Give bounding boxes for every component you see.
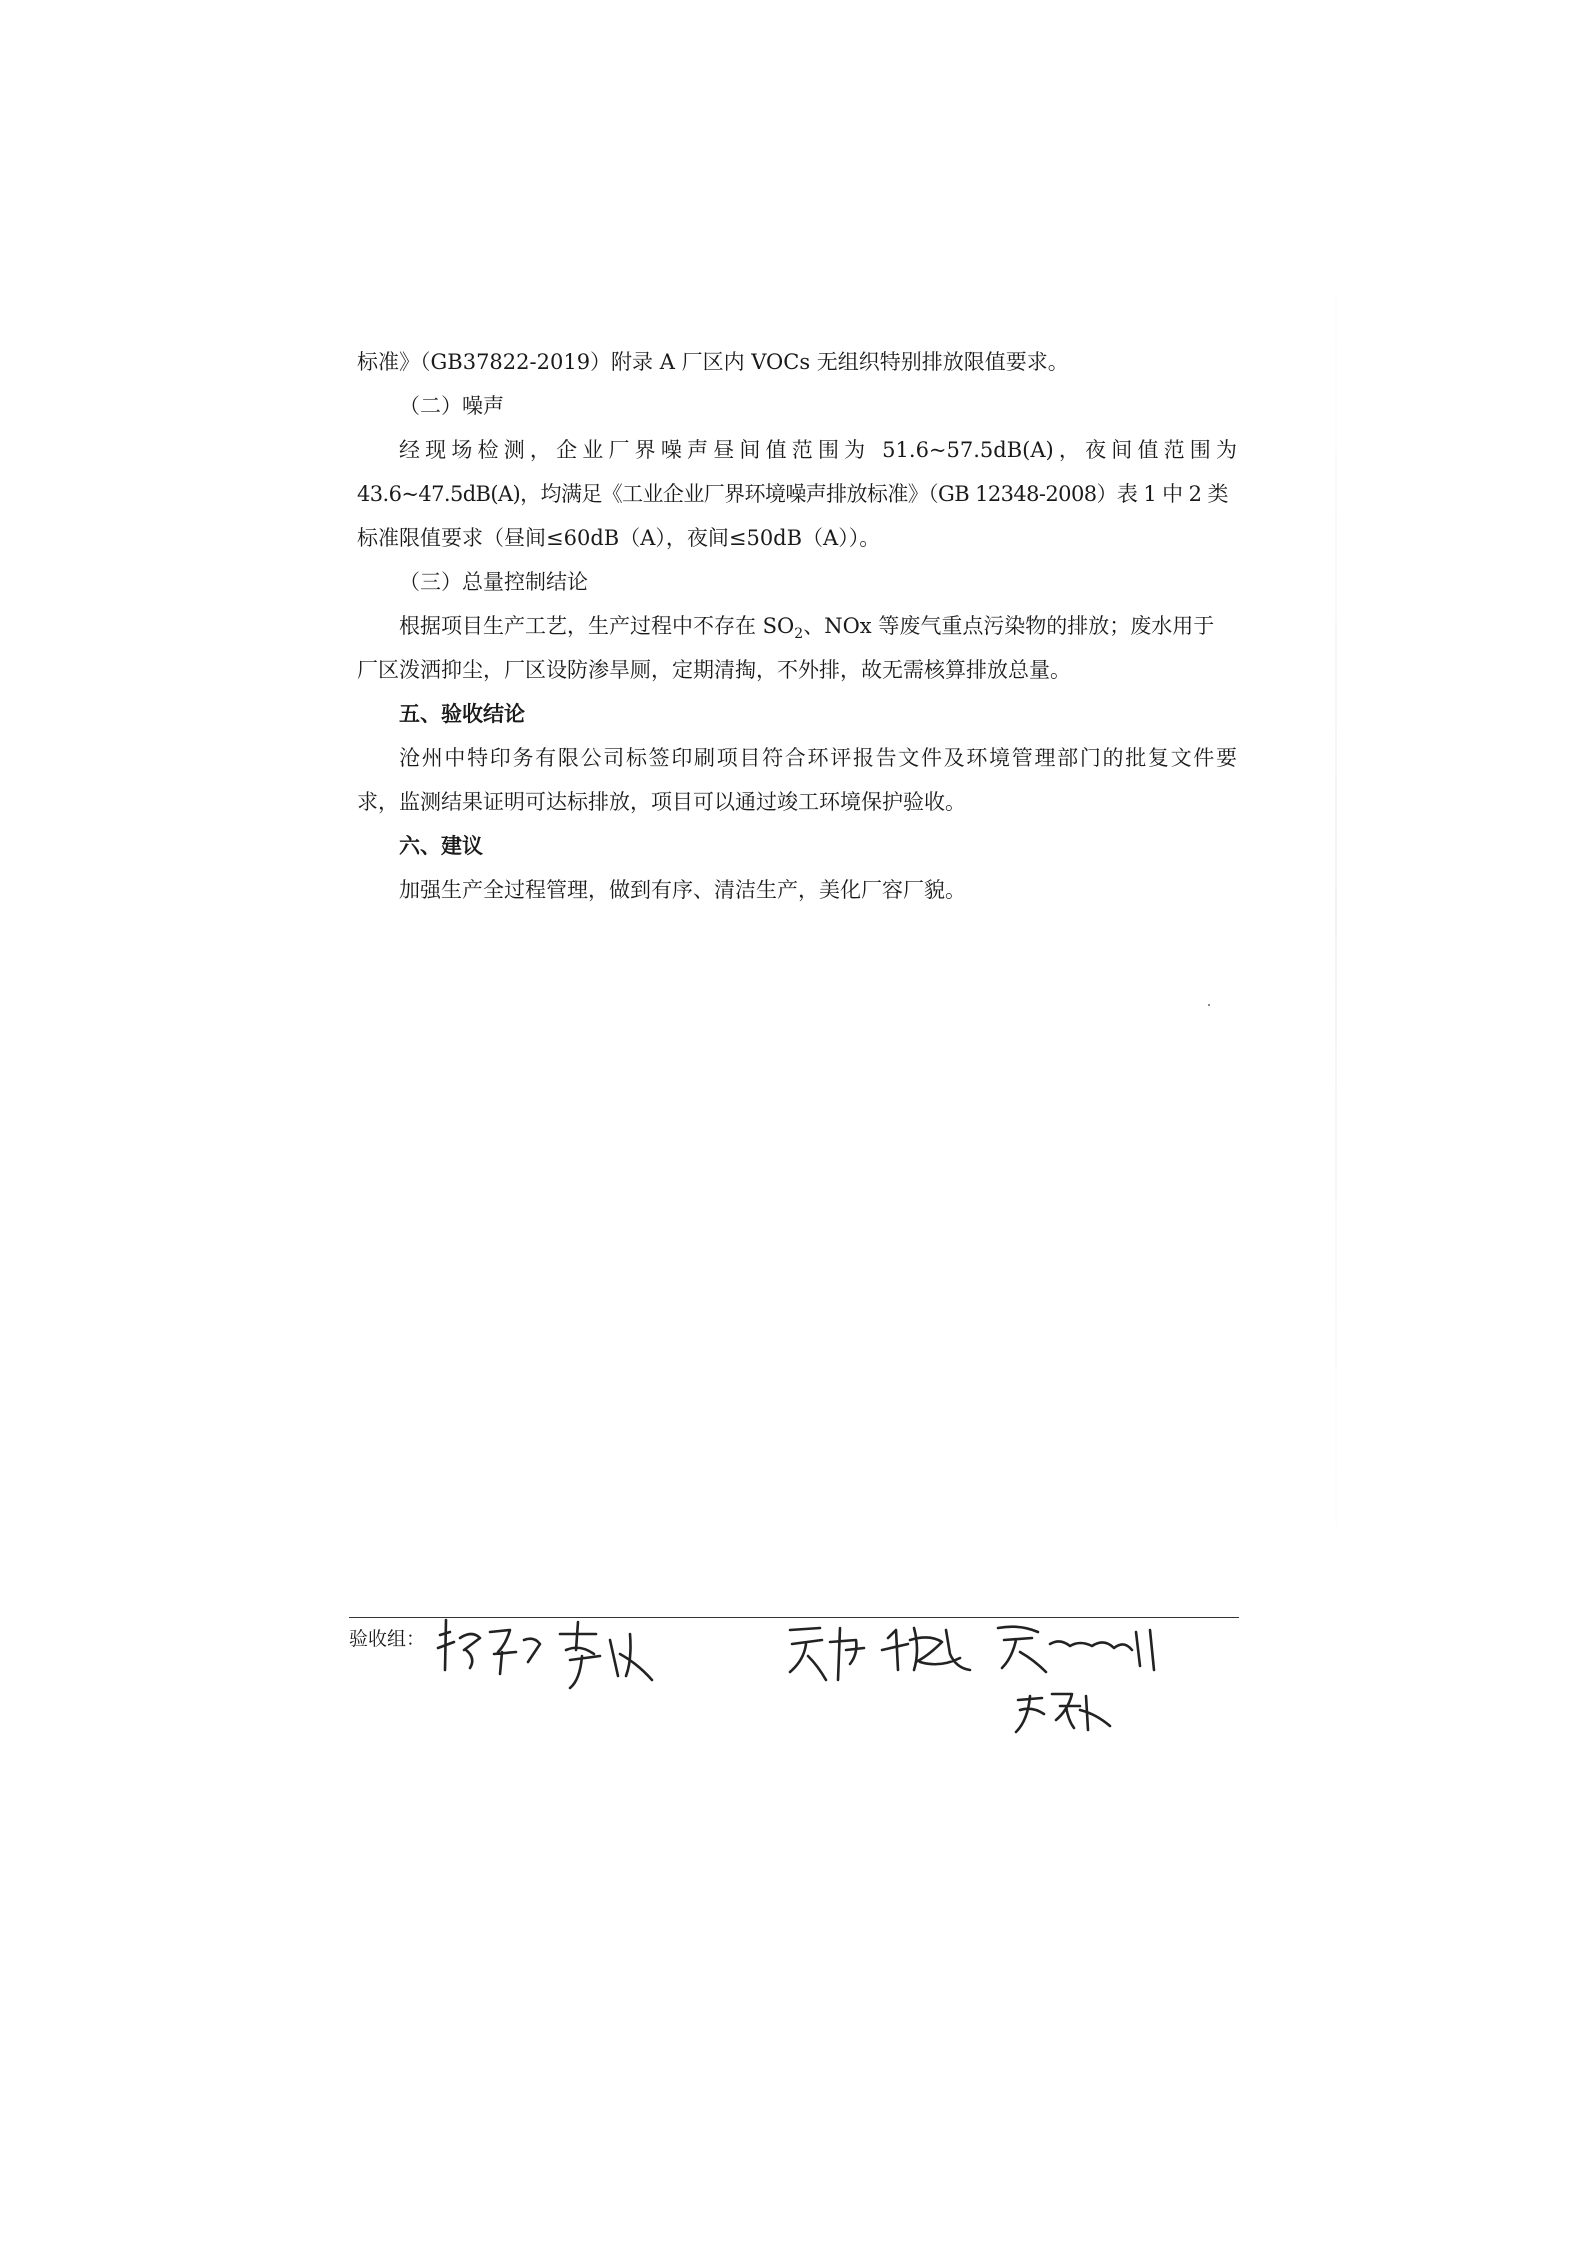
- signature-5: [998, 1627, 1154, 1732]
- section-heading-acceptance-conclusion: 五、验收结论: [399, 701, 525, 726]
- subscript-two: 2: [794, 626, 804, 643]
- document-body: [357, 340, 1237, 912]
- section-heading-noise: （二）噪声: [399, 394, 504, 418]
- signature-label: 验收组：: [349, 1628, 426, 1650]
- section-heading-suggestions: 六、建议: [399, 833, 483, 858]
- signature-2: [560, 1622, 652, 1688]
- paragraph-total-control-line1: 根据项目生产工艺，生产过程中不存在 $SO_2$、NOx 等废气重点污染物的排放；废水用于: [399, 614, 1215, 643]
- paragraph-total-control-line2: 厂区泼洒抑尘，厂区设防渗旱厕，定期清掏，不外排，故无需核算排放总量。: [357, 658, 1071, 682]
- paragraph-standard-continuation: 标准》（GB37822-2019）附录 A 厂区内 VOCs 无组织特别排放限值要求。: [357, 350, 1069, 374]
- signature-4: [882, 1628, 970, 1670]
- paragraph-suggestion: 加强生产全过程管理，做到有序、清洁生产，美化厂容厂貌。: [399, 878, 966, 902]
- signature-1: [438, 1620, 540, 1674]
- paragraph-noise-line1: 经现场检测，企业厂界噪声昼间值范围为 51.6~57.5dB(A)，夜间值范围为: [399, 438, 1237, 462]
- section-heading-total-control: （三）总量控制结论: [399, 570, 588, 594]
- paragraph-noise-line2: 43.6~47.5dB(A)，均满足《工业企业厂界环境噪声排放标准》（GB 12348-2008）表 1 中 2 类: [357, 482, 1228, 506]
- paragraph-conclusion-line2: 求，监测结果证明可达标排放，项目可以通过竣工环境保护验收。: [357, 790, 966, 814]
- signature-3: [790, 1628, 864, 1680]
- paragraph-noise-line3: 标准限值要求（昼间≤60dB（A），夜间≤50dB（A））。: [357, 526, 881, 550]
- scan-speck: [1208, 1004, 1210, 1006]
- scan-edge-shadow: [1335, 210, 1337, 1610]
- paragraph-conclusion-line1: 沧州中特印务有限公司标签印刷项目符合环评报告文件及环境管理部门的批复文件要: [399, 746, 1237, 770]
- handwritten-signatures: [420, 1610, 1240, 1740]
